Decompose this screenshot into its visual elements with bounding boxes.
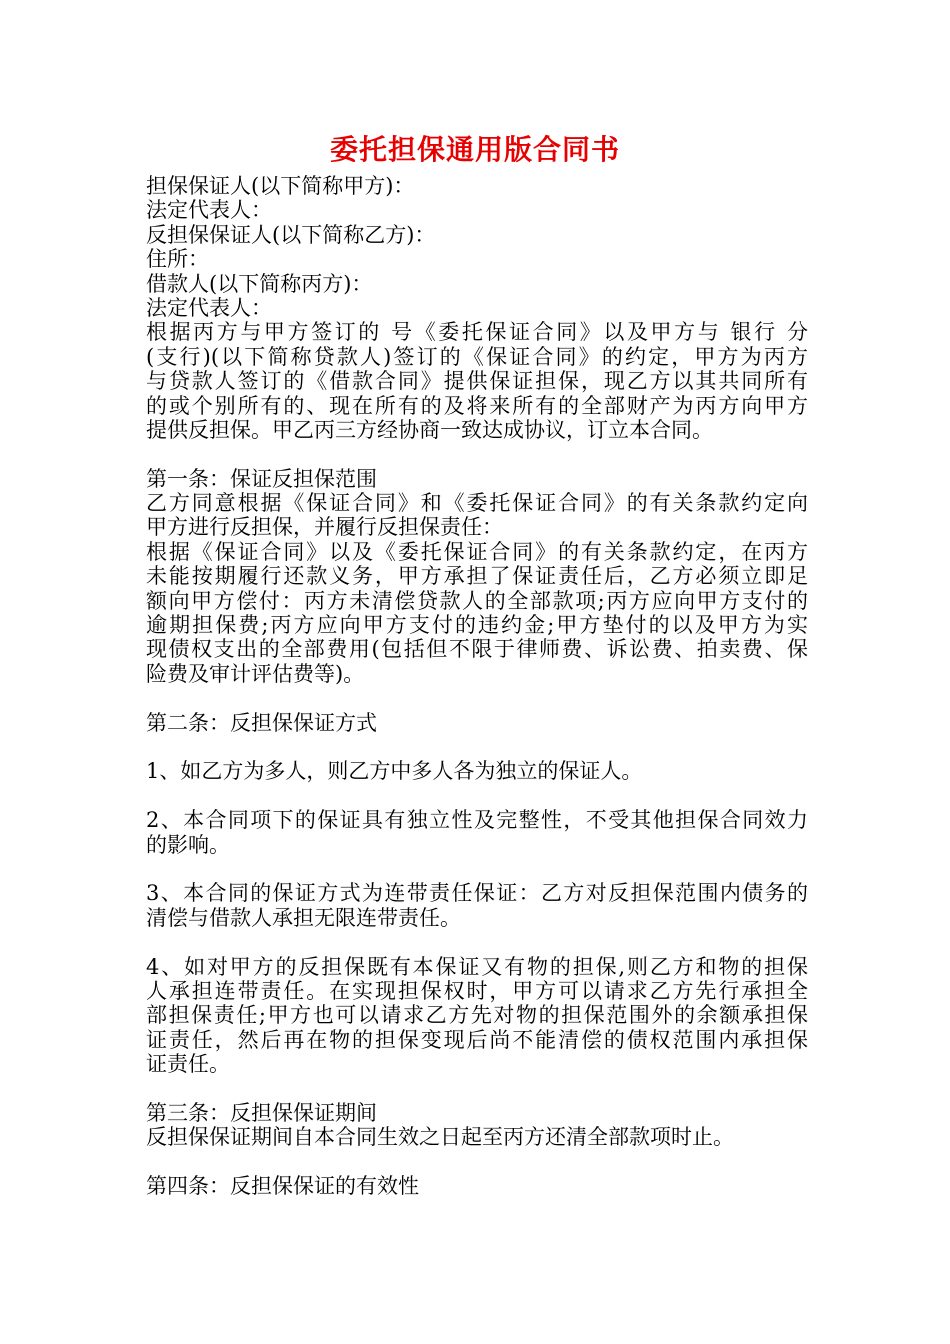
preamble-line: 与贷款人签订的《借款合同》提供保证担保，现乙方以其共同所有 [146,369,808,394]
preamble-line: (支行)(以下简称贷款人)签订的《保证合同》的约定，甲方为丙方 [146,344,808,369]
article-1-paragraph-line: 现债权支出的全部费用(包括但不限于律师费、诉讼费、拍卖费、保 [146,637,808,662]
article-3-body: 反担保保证期间自本合同生效之日起至丙方还清全部款项时止。 [146,1125,734,1150]
party-a-representative-line: 法定代表人： [146,198,272,223]
article-2-item-4-line: 证责任，然后再在物的担保变现后尚不能清偿的债权范围内承担保 [146,1027,808,1052]
party-c-line: 借款人(以下简称丙方)： [146,271,373,296]
document-body [146,174,808,1198]
preamble-line: 根据丙方与甲方签订的 号《委托保证合同》以及甲方与 银行 分 [146,320,808,345]
paragraph-gap [146,735,808,759]
article-1-paragraph-line: 未能按期履行还款义务，甲方承担了保证责任后，乙方必须立即足 [146,564,808,589]
article-2-item-3-line: 3、本合同的保证方式为连带责任保证：乙方对反担保范围内债务的 [146,881,808,906]
preamble-line: 的或个别所有的、现在所有的及将来所有的全部财产为丙方向甲方 [146,393,808,418]
paragraph-gap [146,686,808,710]
article-2-heading: 第二条：反担保保证方式 [146,710,377,735]
article-2-item-2-line: 2、本合同项下的保证具有独立性及完整性，不受其他担保合同效力 [146,808,808,833]
article-1-paragraph-line: 甲方进行反担保，并履行反担保责任： [146,515,503,540]
party-b-line: 反担保保证人(以下简称乙方)： [146,222,436,247]
article-2-item-4-line: 证责任。 [146,1052,230,1077]
article-1-paragraph-line: 额向甲方偿付：丙方未清偿贷款人的全部款项;丙方应向甲方支付的 [146,588,808,613]
article-2-item-4-line: 4、如对甲方的反担保既有本保证又有物的担保,则乙方和物的担保 [146,954,808,979]
preamble-line: 提供反担保。甲乙丙三方经协商一致达成协议，订立本合同。 [146,417,713,442]
party-a-line: 担保保证人(以下简称甲方)： [146,174,415,198]
paragraph-gap [146,442,808,466]
paragraph-gap [146,784,808,808]
paragraph-gap [146,1150,808,1174]
article-4-heading: 第四条：反担保保证的有效性 [146,1174,419,1199]
article-2-item-1: 1、如乙方为多人，则乙方中多人各为独立的保证人。 [146,759,643,784]
article-1-heading: 第一条：保证反担保范围 [146,466,377,491]
article-3-heading: 第三条：反担保保证期间 [146,1100,377,1125]
article-2-item-3-line: 清偿与借款人承担无限连带责任。 [146,905,461,930]
article-1-paragraph-line: 险费及审计评估费等)。 [146,661,365,686]
paragraph-gap [146,930,808,954]
article-2-item-4-line: 部担保责任;甲方也可以请求乙方先对物的担保范围外的余额承担保 [146,1003,808,1028]
article-2-item-4-line: 人承担连带责任。在实现担保权时，甲方可以请求乙方先行承担全 [146,978,808,1003]
paragraph-gap [146,1076,808,1100]
article-1-paragraph-line: 根据《保证合同》以及《委托保证合同》的有关条款约定，在丙方 [146,539,808,564]
article-1-paragraph-line: 逾期担保费;丙方应向甲方支付的违约金;甲方垫付的以及甲方为实 [146,613,808,638]
article-1-paragraph-line: 乙方同意根据《保证合同》和《委托保证合同》的有关条款约定向 [146,491,808,516]
party-b-address-line: 住所： [146,247,209,272]
paragraph-gap [146,857,808,881]
document-title: 委托担保通用版合同书 [329,133,620,166]
party-c-representative-line: 法定代表人： [146,295,272,320]
article-2-item-2-line: 的影响。 [146,832,230,857]
